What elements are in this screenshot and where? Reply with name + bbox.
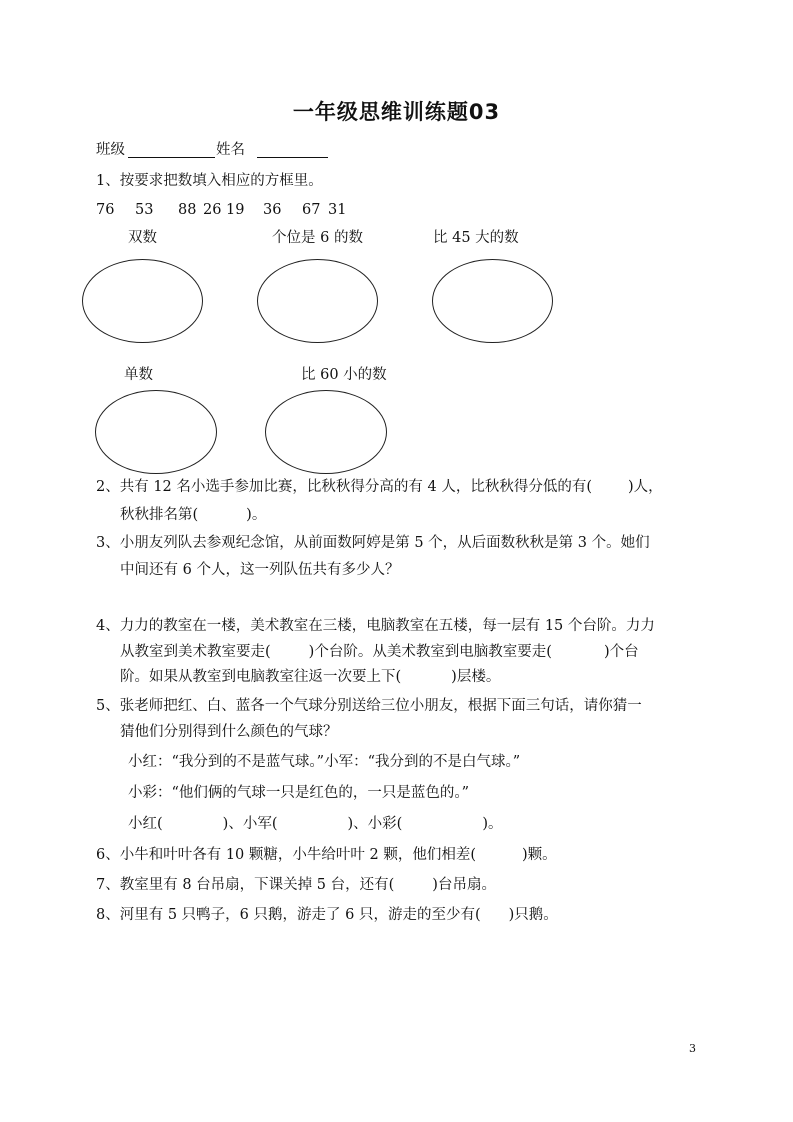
q7-text: 7、教室里有 8 台吊扇，下课关掉 5 台，还有( (96, 877, 395, 893)
q5-text: )、小彩( (347, 816, 403, 832)
question-5-quote-1: 小红：“我分到的不是蓝气球。”小军：“我分到的不是白气球。” (128, 754, 521, 770)
question-4-line-2 (120, 642, 639, 662)
q5-text: 小红( (128, 816, 163, 832)
q6-text: 6、小牛和叶叶各有 10 颗糖，小牛给叶叶 2 颗，他们相差( (96, 847, 476, 863)
answer-ellipse-less-60[interactable] (265, 390, 387, 474)
q4-text: 阶。如果从教室到电脑教室往返一次要上下( (120, 669, 402, 685)
category-label-ones-six: 个位是 6 的数 (272, 230, 363, 246)
question-2-line-2 (120, 505, 266, 525)
q5-text: )、小军( (222, 816, 278, 832)
name-label: 姓名 (216, 142, 245, 158)
q8-text: )只鹅。 (508, 907, 558, 923)
q2-text: )人， (628, 479, 663, 495)
question-4-line-1: 4、力力的教室在一楼，美术教室在三楼，电脑教室在五楼，每一层有 15 个台阶。力力 (96, 618, 655, 634)
q1-prompt: 1、按要求把数填入相应的方框里。 (96, 173, 323, 189)
number: 67 (302, 202, 321, 218)
q4-text: 从教室到美术教室要走( (120, 644, 271, 660)
question-5-line-2: 猜他们分别得到什么颜色的气球？ (120, 724, 338, 740)
number: 76 (96, 202, 115, 218)
category-label-greater-45: 比 45 大的数 (433, 230, 519, 246)
number: 19 (226, 202, 245, 218)
q4-text: )个台阶。从美术教室到电脑教室要走( (308, 644, 552, 660)
q5-text: )。 (482, 816, 503, 832)
q4-text: )层楼。 (451, 669, 501, 685)
question-5-quote-2: 小彩：“他们俩的气球一只是红色的，一只是蓝色的。” (128, 785, 470, 801)
answer-ellipse-even[interactable] (82, 259, 203, 343)
q2-text: )。 (246, 507, 267, 523)
category-label-even: 双数 (128, 230, 157, 246)
category-label-odd: 单数 (124, 367, 153, 383)
class-blank[interactable] (128, 157, 215, 158)
question-4-line-3 (120, 667, 500, 687)
question-7 (96, 875, 496, 895)
q6-text: )颗。 (522, 847, 557, 863)
class-label: 班级 (96, 142, 125, 158)
question-8 (96, 905, 558, 925)
page-title: 一年级思维训练题03 (292, 100, 501, 124)
question-6 (96, 845, 557, 865)
answer-ellipse-greater-45[interactable] (432, 259, 553, 343)
page-number: 3 (689, 1042, 696, 1055)
q4-text: )个台 (603, 644, 639, 660)
question-5-answers (128, 814, 503, 834)
q8-text: 8、河里有 5 只鸭子，6 只鹅，游走了 6 只，游走的至少有( (96, 907, 481, 923)
category-label-less-60: 比 60 小的数 (301, 367, 387, 383)
answer-ellipse-odd[interactable] (95, 390, 217, 474)
number: 36 (263, 202, 282, 218)
question-3-line-1: 3、小朋友列队去参观纪念馆，从前面数阿婷是第 5 个，从后面数秋秋是第 3 个。她们 (96, 535, 650, 551)
answer-ellipse-ones-six[interactable] (257, 259, 378, 343)
number: 53 (135, 202, 154, 218)
question-3-line-2: 中间还有 6 个人，这一列队伍共有多少人？ (120, 562, 400, 578)
question-5-line-1: 5、张老师把红、白、蓝各一个气球分别送给三位小朋友，根据下面三句话，请你猜一 (96, 698, 642, 714)
number: 88 (178, 202, 197, 218)
number: 26 (203, 202, 222, 218)
q2-text: 2、共有 12 名小选手参加比赛，比秋秋得分高的有 4 人，比秋秋得分低的有( (96, 479, 592, 495)
q7-text: )台吊扇。 (432, 877, 496, 893)
question-2-line-1 (96, 477, 663, 497)
number: 31 (328, 202, 347, 218)
q2-text: 秋秋排名第( (120, 507, 199, 523)
name-blank[interactable] (257, 157, 328, 158)
